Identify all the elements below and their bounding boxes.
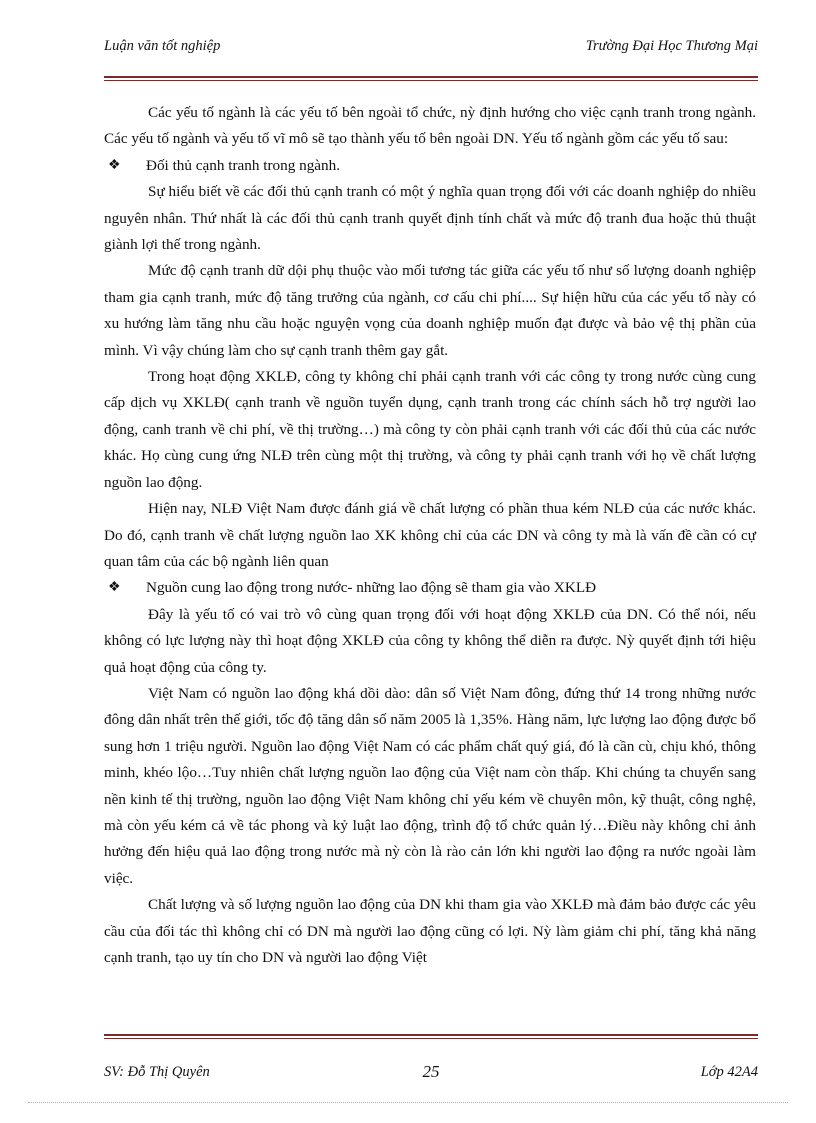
header-university-name: Trường Đại Học Thương Mại [585,38,758,54]
page-header [104,38,758,60]
paragraph-5: Hiện nay, NLĐ Việt Nam được đánh giá về chất lượng có phần thua kém NLĐ của các nước khác. Do đó, cạnh tranh về chất lượng nguồn lao XK không chỉ của các DN và công ty mà là vấn đề cần có cự quan tâm của các bộ ngành liên quan [104,500,756,570]
paragraph-4: Trong hoạt động XKLĐ, công ty không chỉ phải cạnh tranh với các công ty trong nước cùng cung cấp dịch vụ XKLĐ( cạnh tranh về nguồn tuyển dụng, cạnh tranh trong các chính sách hỗ trợ người lao động, canh tranh về chi phí, về thị trường…) mà công ty còn phải cạnh tranh với các đối thủ của các nước khác. Họ cùng cung ứng NLĐ trên cùng một thị trường, và công ty phải cạnh tranh với họ về chất lượng nguồn lao động. [104,368,756,491]
page-edge-divider [28,1102,788,1103]
bullet-item-2 [104,575,756,601]
bullet-item-1 [104,153,756,179]
header-thesis-label: Luận văn tốt nghiệp [104,38,221,54]
paragraph-6: Đây là yếu tố có vai trò vô cùng quan trọng đối với hoạt động XKLĐ của DN. Có thể nói, nếu không có lực lượng này thì hoạt động XKLĐ của công ty không thể diễn ra được. Nỳ quyết định tới hiệu quả hoạt động của công ty. [104,605,756,676]
paragraph-7: Việt Nam có nguồn lao động khá dồi dào: dân số Việt Nam đông, đứng thứ 14 trong những nước đông dân nhất trên thế giới, tốc độ tăng dân số năm 2005 là 1,35%. Hàng năm, lực lượng lao động được bổ sung hơn 1 triệu người. Nguồn lao động Việt Nam có các phẩm chất quý giá, đó là cần cù, chịu khó, thông minh, khéo lộo…Tuy nhiên chất lượng nguồn lao động của Việt nam còn thấp. Khi chúng ta chuyển sang nền kinh tế thị trường, nguồn lao động Việt Nam không chỉ yếu kém về chuyên môn, kỹ thuật, công nghệ, mà còn yếu kém cả về tác phong và kỷ luật lao động, trình độ tổ chức quản lý…Điều này không chỉ ảnh hưởng đến hiệu quả lao động trong nước mà nỳ còn là rào cản lớn khi người lao động ra nước ngoài làm việc. [104,684,756,887]
paragraph-2: Sự hiểu biết về các đối thủ cạnh tranh có một ý nghĩa quan trọng đối với các doanh nghiệp do nhiều nguyên nhân. Thứ nhất là các đối thủ cạnh tranh quyết định tính chất và mức độ tranh đua hoặc thủ thuật giành lợi thế trong ngành. [104,183,756,254]
footer-class-code: Lớp 42A4 [700,1064,758,1080]
bullet-item-1-text: Đối thủ cạnh tranh trong ngành. [146,156,341,174]
footer-student-name: SV: Đỗ Thị Quyên [104,1064,210,1080]
paragraph-8: Chất lượng và số lượng nguồn lao động của DN khi tham gia vào XKLĐ mà đảm bảo được các yêu cầu của đối tác thì không chỉ có DN mà người lao động cũng có lợi. Nỳ làm giảm chi phí, tăng khả năng cạnh tranh, tạo uy tín cho DN và người lao động Việt [104,896,756,966]
paragraph-3: Mức độ cạnh tranh dữ dội phụ thuộc vào mối tương tác giữa các yếu tố như số lượng doanh nghiệp tham gia cạnh tranh, mức độ tăng trưởng của ngành, cơ cấu chi phí.... Sự hiện hữu của các yếu tố này có xu hướng làm tăng nhu cầu hoặc nguyện vọng của doanh nghiệp muốn đạt được và bảo vệ thị phần của mình. Vì vậy chúng làm cho sự cạnh tranh thêm gay gắt. [104,262,756,359]
page-footer [104,1064,758,1086]
bullet-item-2-text: Nguồn cung lao động trong nước- những lao động sẽ tham gia vào XKLĐ [146,579,597,597]
page-number: 25 [422,1062,440,1081]
header-divider [104,76,758,81]
footer-divider [104,1034,758,1039]
paragraph-1: Các yếu tố ngành là các yếu tố bên ngoài tổ chức, nỳ định hướng cho việc cạnh tranh trong ngành. Các yếu tố ngành và yếu tố vĩ mô sẽ tạo thành yếu tố bên ngoài DN. Yếu tố ngành gồm các yếu tố sau: [104,104,756,148]
document-body [104,100,756,971]
diamond-bullet-icon: ❖ [108,157,121,173]
diamond-bullet-icon: ❖ [108,580,121,596]
